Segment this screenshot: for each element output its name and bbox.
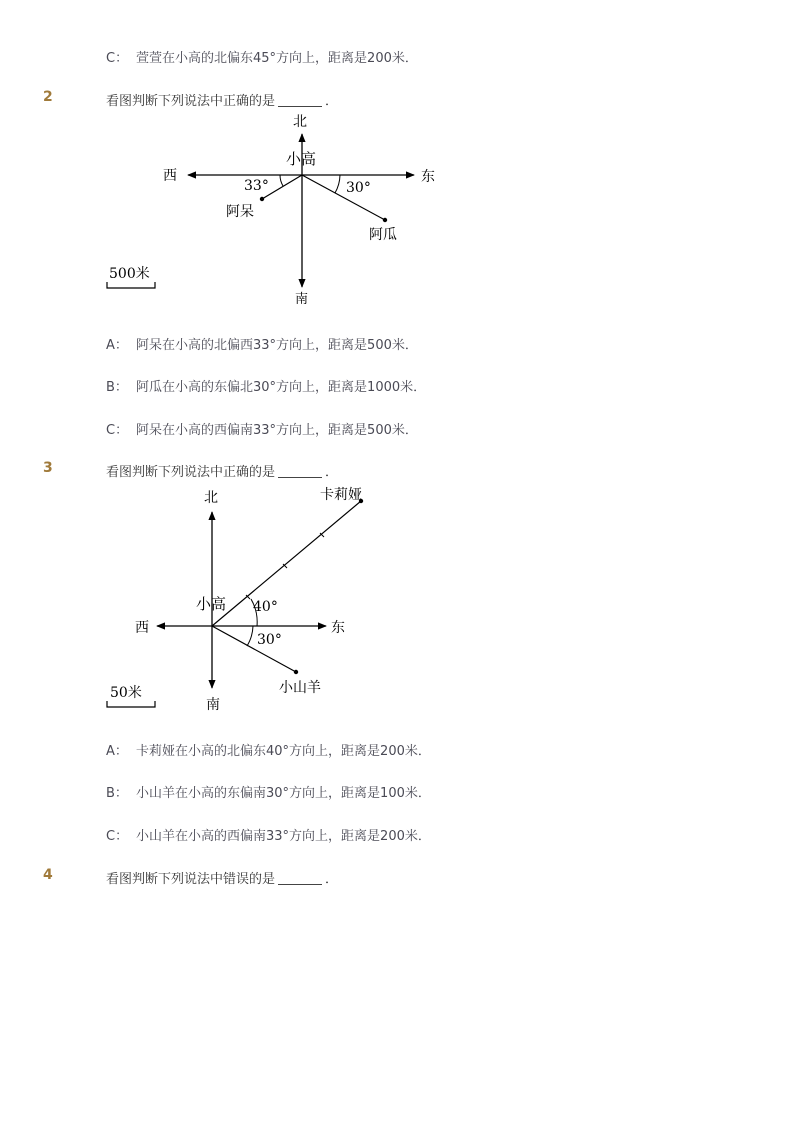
q3-option-a[interactable] <box>106 740 431 759</box>
option-letter: B： <box>106 380 128 395</box>
stem-text: 看图判断下列说法中错误的是 <box>106 872 276 887</box>
point-a-label: 卡莉娅 <box>320 487 362 503</box>
answer-blank <box>278 884 322 885</box>
question-number: 2 <box>43 89 53 105</box>
q3-option-c[interactable] <box>106 825 431 844</box>
option-text: 阿呆在小高的西偏南33°方向上，距离是500米． <box>136 423 418 438</box>
center-label: 小高 <box>196 595 227 613</box>
option-letter: C： <box>106 51 129 66</box>
option-letter: C： <box>106 423 129 438</box>
q3-option-b[interactable] <box>106 782 431 801</box>
question-number: 3 <box>43 460 53 476</box>
point-b-dot <box>294 670 298 674</box>
option-letter: C： <box>106 829 129 844</box>
west-label: 西 <box>163 168 177 184</box>
option-text: 卡莉娅在小高的北偏东40°方向上，距离是200米． <box>136 744 431 759</box>
stem-text: 看图判断下列说法中正确的是 <box>106 465 276 480</box>
ray-a <box>212 501 361 626</box>
scale-bar <box>107 701 155 707</box>
stem-end: ． <box>325 465 339 480</box>
scale-label: 500米 <box>109 266 150 282</box>
north-label: 北 <box>204 490 218 506</box>
angle-a-label: 33° <box>244 178 269 194</box>
south-label: 南 <box>295 292 309 307</box>
point-b-label: 阿瓜 <box>369 227 397 243</box>
option-letter: A： <box>106 338 128 353</box>
north-label: 北 <box>293 114 307 130</box>
option-letter: A： <box>106 744 128 759</box>
south-label: 南 <box>206 697 220 713</box>
east-label: 东 <box>421 169 435 185</box>
question-stem <box>106 868 338 887</box>
stem-text: 看图判断下列说法中正确的是 <box>106 94 276 109</box>
option-text: 小山羊在小高的东偏南30°方向上，距离是100米． <box>136 786 431 801</box>
angle-b-label: 30° <box>346 180 371 196</box>
ray-b <box>212 626 296 672</box>
question-number: 4 <box>43 867 53 883</box>
west-label: 西 <box>135 620 149 636</box>
center-label: 小高 <box>286 150 317 168</box>
point-b-label: 小山羊 <box>279 680 321 696</box>
angle-b-label: 30° <box>257 632 282 648</box>
east-label: 东 <box>331 620 345 636</box>
option-text: 萱萱在小高的北偏东45°方向上，距离是200米． <box>136 51 418 66</box>
option-text: 阿呆在小高的北偏西33°方向上，距离是500米． <box>136 338 418 353</box>
option-letter: B： <box>106 786 128 801</box>
option-text: 小山羊在小高的西偏南33°方向上，距离是200米． <box>136 829 431 844</box>
angle-a-label: 40° <box>253 599 278 615</box>
stem-end: ． <box>325 872 339 887</box>
scale-label: 50米 <box>110 685 142 701</box>
option-text: 阿瓜在小高的东偏北30°方向上，距离是1000米． <box>136 380 427 395</box>
angle-arc-b <box>247 626 253 646</box>
point-a-label: 阿呆 <box>226 204 254 220</box>
stem-end: ． <box>325 94 339 109</box>
